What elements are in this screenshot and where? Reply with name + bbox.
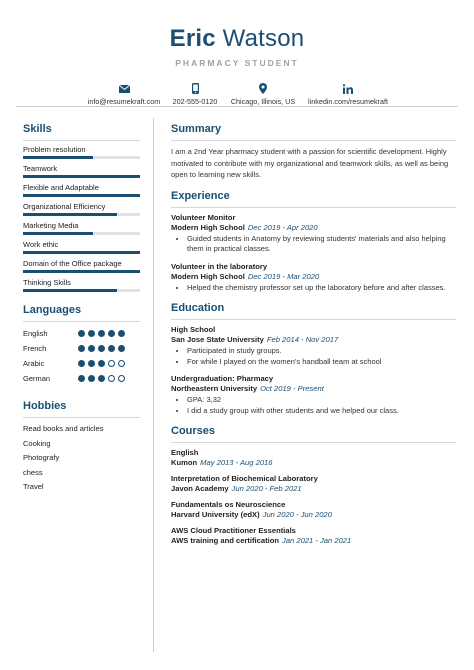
skill-bar (23, 270, 140, 273)
experience-heading: Experience (171, 190, 456, 208)
experience-entry (171, 262, 456, 294)
rating-dot (78, 375, 85, 382)
summary-heading: Summary (171, 123, 456, 141)
last-name: Watson (222, 25, 305, 52)
provider-name: Javon Academy (171, 484, 229, 493)
skill-label: Marketing Media (23, 221, 79, 230)
language-item (23, 356, 140, 371)
contact-location (223, 82, 303, 106)
skill-label: Organizational Efficiency (23, 202, 106, 211)
language-rating (78, 360, 125, 367)
skill-bar-fill (23, 175, 140, 178)
rating-dot (88, 360, 95, 367)
skill-bar-fill (23, 251, 140, 254)
skill-label: Problem resolution (23, 145, 86, 154)
rating-dot (98, 330, 105, 337)
education-entry (171, 325, 456, 367)
entry-bullets (171, 395, 456, 416)
course-entry (171, 448, 456, 468)
rating-dot (118, 330, 125, 337)
rating-dot (78, 345, 85, 352)
skill-item (23, 183, 140, 197)
course-title: Interpretation of Biochemical Laboratory (171, 474, 318, 483)
bullet-item: • Helped the chemistry professor set up the laboratory before and after classes. (187, 283, 456, 294)
organization-name: Modern High School (171, 222, 245, 232)
education-section (171, 302, 456, 416)
skill-label: Domain of the Office package (23, 259, 122, 268)
languages-list (23, 326, 140, 386)
contact-bar (0, 82, 474, 106)
skill-bar (23, 156, 140, 159)
skill-item (23, 145, 140, 159)
hobby-item: chess (23, 467, 43, 477)
experience-entry (171, 213, 456, 255)
language-rating (78, 375, 125, 382)
linkedin-icon (303, 82, 393, 95)
rating-dot (98, 360, 105, 367)
rating-dot (118, 345, 125, 352)
skill-item (23, 240, 140, 254)
rating-dot (108, 375, 115, 382)
course-date: Jun 2020 - Feb 2021 (231, 484, 302, 493)
course-provider (171, 484, 456, 494)
course-entry (171, 474, 456, 494)
rating-dot (88, 375, 95, 382)
course-entry (171, 500, 456, 520)
language-label: French (23, 344, 47, 353)
rating-dot (78, 360, 85, 367)
course-date: May 2013 - Aug 2016 (200, 458, 273, 467)
phone-text: 202-555-0120 (172, 97, 218, 106)
entry-date: Dec 2019 - Apr 2020 (247, 222, 318, 232)
summary-section (171, 123, 456, 181)
hobbies-list (23, 422, 140, 495)
header-divider (16, 106, 458, 107)
skill-bar-fill (23, 232, 93, 235)
education-entry (171, 374, 456, 416)
course-title: AWS Cloud Practitioner Essentials (171, 526, 296, 535)
rating-dot (118, 375, 125, 382)
bullet-item: • GPA: 3,32 (187, 395, 456, 406)
phone-icon (167, 82, 223, 95)
email-icon (81, 82, 167, 95)
language-label: Arabic (23, 359, 45, 368)
skill-bar-fill (23, 289, 117, 292)
language-item (23, 341, 140, 356)
rating-dot (118, 360, 125, 367)
location-pin-icon (223, 82, 303, 95)
hobby-item: Read books and articles (23, 424, 104, 433)
course-date: Jun 2020 - Jun 2020 (262, 510, 332, 519)
course-provider (171, 510, 456, 520)
provider-name: AWS training and certification (171, 536, 280, 545)
contact-email[interactable] (81, 82, 167, 106)
course-title: Fundamentals os Neuroscience (171, 500, 286, 509)
skill-bar-fill (23, 213, 117, 216)
skill-label: Teamwork (23, 164, 58, 173)
job-title: PHARMACY STUDENT (175, 58, 299, 68)
skill-bar-fill (23, 270, 140, 273)
entry-organization (171, 335, 456, 345)
courses-section (171, 425, 456, 546)
entry-bullets (171, 283, 456, 294)
entry-date: Oct 2019 - Present (260, 384, 324, 393)
organization-name: Northeastern University (171, 384, 258, 393)
skill-bar-fill (23, 156, 93, 159)
column-divider (153, 118, 154, 652)
skill-item (23, 221, 140, 235)
provider-name: Harvard University (edX) (171, 510, 260, 519)
bullet-item: • I did a study group with other students and we helped our class. (187, 406, 456, 417)
course-entry (171, 526, 456, 546)
rating-dot (98, 345, 105, 352)
skill-item (23, 278, 140, 292)
hobby-item: Cooking (23, 438, 51, 448)
languages-heading: Languages (23, 304, 140, 322)
right-column (171, 123, 456, 555)
entry-organization (171, 272, 456, 282)
entry-organization (171, 384, 456, 394)
hobby-item: Photografy (23, 453, 60, 462)
left-column (23, 123, 140, 495)
first-name: Eric (169, 25, 216, 52)
entry-organization (171, 223, 456, 233)
skill-item (23, 259, 140, 273)
candidate-name (0, 26, 474, 52)
course-date: Jan 2021 - Jan 2021 (282, 536, 352, 545)
resume-header (0, 0, 474, 106)
skill-bar (23, 213, 140, 216)
entry-title: Volunteer in the laboratory (171, 261, 268, 271)
contact-linkedin[interactable] (303, 82, 393, 106)
skill-bar (23, 175, 140, 178)
email-text: info@resumekraft.com (87, 97, 161, 106)
skill-label: Thinking Skills (23, 278, 71, 287)
rating-dot (108, 360, 115, 367)
skill-label: Flexible and Adaptable (23, 183, 99, 192)
linkedin-text: linkedin.com/resumekraft (308, 97, 388, 106)
skill-bar-fill (23, 194, 140, 197)
language-label: English (23, 329, 48, 338)
summary-text: I am a 2nd Year pharmacy student with a passion for scientific development. Highly motivated to contribute with my organizational and teamwork skills, as well as being open to learning new skills. (171, 147, 449, 179)
skills-heading: Skills (23, 123, 140, 141)
skills-list (23, 145, 140, 292)
language-label: German (23, 374, 51, 383)
course-title: English (171, 448, 199, 457)
skill-item (23, 202, 140, 216)
skill-item (23, 164, 140, 178)
entry-title: High School (171, 325, 216, 334)
rating-dot (108, 345, 115, 352)
hobbies-heading: Hobbies (23, 400, 140, 418)
entry-title: Undergraduation: Pharmacy (171, 374, 274, 383)
organization-name: San Jose State University (171, 335, 264, 344)
contact-phone[interactable] (167, 82, 223, 106)
skill-bar (23, 194, 140, 197)
rating-dot (108, 330, 115, 337)
rating-dot (88, 345, 95, 352)
provider-name: Kumon (171, 458, 198, 467)
course-provider (171, 458, 456, 468)
hobby-item: Travel (23, 482, 44, 491)
rating-dot (88, 330, 95, 337)
rating-dot (78, 330, 85, 337)
entry-title: Volunteer Monitor (171, 212, 236, 222)
education-list (171, 325, 456, 416)
language-item (23, 371, 140, 386)
entry-bullets (171, 234, 456, 255)
courses-list (171, 448, 456, 546)
language-item (23, 326, 140, 341)
course-provider (171, 536, 456, 546)
experience-list (171, 213, 456, 294)
skill-bar (23, 251, 140, 254)
skill-bar (23, 289, 140, 292)
entry-date: Dec 2019 - Mar 2020 (247, 271, 320, 281)
bullet-item: • Participated in study groups. (187, 346, 456, 357)
entry-bullets (171, 346, 456, 367)
experience-section (171, 190, 456, 294)
bullet-item: • Guided students in Anatomy by reviewing students' materials and also helping them in practical classes. (187, 234, 456, 255)
entry-date: Feb 2014 - Nov 2017 (266, 335, 339, 344)
organization-name: Modern High School (171, 271, 245, 281)
language-rating (78, 345, 125, 352)
language-rating (78, 330, 125, 337)
skill-label: Work ethic (23, 240, 59, 249)
location-text: Chicago, Illinois, US (230, 97, 296, 106)
skill-bar (23, 232, 140, 235)
bullet-item: • For while I played on the women's handball team at school (187, 357, 456, 368)
courses-heading: Courses (171, 425, 456, 443)
education-heading: Education (171, 302, 456, 320)
rating-dot (98, 375, 105, 382)
